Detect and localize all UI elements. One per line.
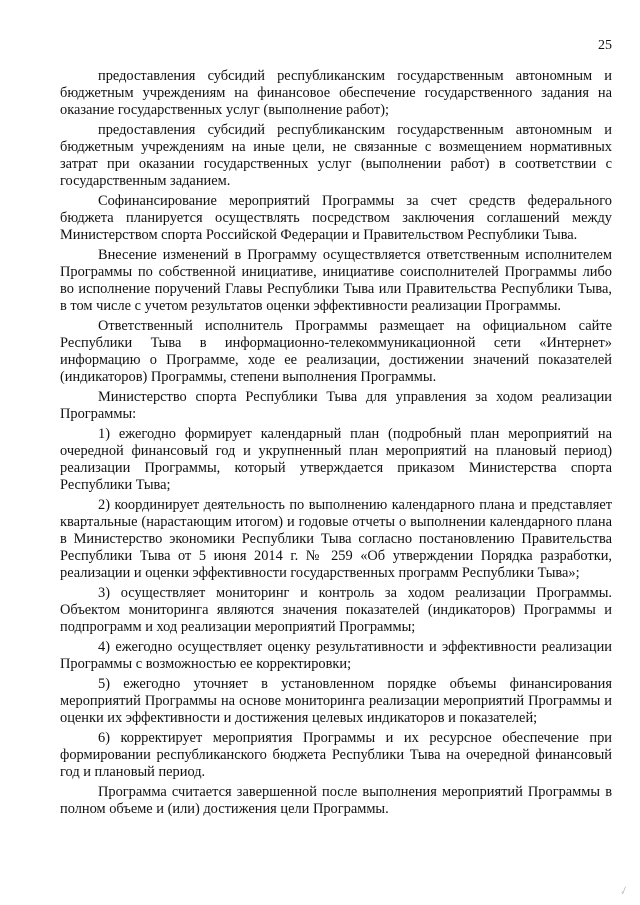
corner-scan-mark: ˓̸ (620, 885, 624, 897)
list-item-3: 3) осуществляет мониторинг и контроль за ходом реализации Программы. Объектом мониторинга являются значения показателей (индикаторов) Программы и подпрограмм и ход реализации мероприятий Программы; (60, 585, 612, 635)
paragraph-subsidies-other-goals: предоставления субсидий республиканским государственным автономным и бюджетным учреждениям на иные цели, не связанные с возмещением нормативных затрат при оказании государственных услуг (выполнении работ) в соответствии с государственным заданием. (60, 122, 612, 189)
paragraph-program-changes: Внесение изменений в Программу осуществляется ответственным исполнителем Программы по собственной инициативе, инициативе соисполнителей Программы либо во исполнение поручений Главы Республики Тыва или Правительства Республики Тыва, в том числе с учетом результатов оценки эффективности реализации Программы. (60, 247, 612, 314)
paragraph-publication: Ответственный исполнитель Программы размещает на официальном сайте Республики Тыва в информационно-телекоммуникационной сети «Интернет» информацию о Программе, ходе ее реализации, достижении значений показателей (индикаторов) Программы, степени выполнения Программы. (60, 318, 612, 385)
document-body (60, 68, 612, 821)
paragraph-completion: Программа считается завершенной после выполнения мероприятий Программы в полном объеме и (или) достижения цели Программы. (60, 784, 612, 817)
list-item-5: 5) ежегодно уточняет в установленном порядке объемы финансирования мероприятий Программы на основе мониторинга реализации мероприятий Программы и оценки их эффективности и достижения целевых индикаторов и показателей; (60, 676, 612, 726)
paragraph-ministry-management: Министерство спорта Республики Тыва для управления за ходом реализации Программы: (60, 389, 612, 422)
list-item-1: 1) ежегодно формирует календарный план (подробный план мероприятий на очередной финансовый год и укрупненный план мероприятий на плановый период) реализации Программы, который утверждается приказом Министерства спорта Республики Тыва; (60, 426, 612, 493)
list-item-4: 4) ежегодно осуществляет оценку результативности и эффективности реализации Программы с возможностью ее корректировки; (60, 639, 612, 672)
page-number: 25 (598, 38, 612, 53)
paragraph-cofinancing: Софинансирование мероприятий Программы за счет средств федерального бюджета планируется осуществлять посредством заключения соглашений между Министерством спорта Российской Федерации и Правительством Республики Тыва. (60, 193, 612, 243)
list-item-6: 6) корректирует мероприятия Программы и их ресурсное обеспечение при формировании республиканского бюджета Республики Тыва на очередной финансовый год и плановый период. (60, 730, 612, 780)
list-item-2: 2) координирует деятельность по выполнению календарного плана и представляет квартальные (нарастающим итогом) и годовые отчеты о выполнении календарного плана в Министерство экономики Республики Тыва согласно постановлению Правительства Республики Тыва от 5 июня 2014 г. № 259 «Об утверждении Порядка разработки, реализации и оценки эффективности государственных программ Республики Тыва»; (60, 497, 612, 581)
paragraph-subsidies-state-task: предоставления субсидий республиканским государственным автономным и бюджетным учреждениям на финансовое обеспечение государственного задания на оказание государственных услуг (выполнение работ); (60, 68, 612, 118)
